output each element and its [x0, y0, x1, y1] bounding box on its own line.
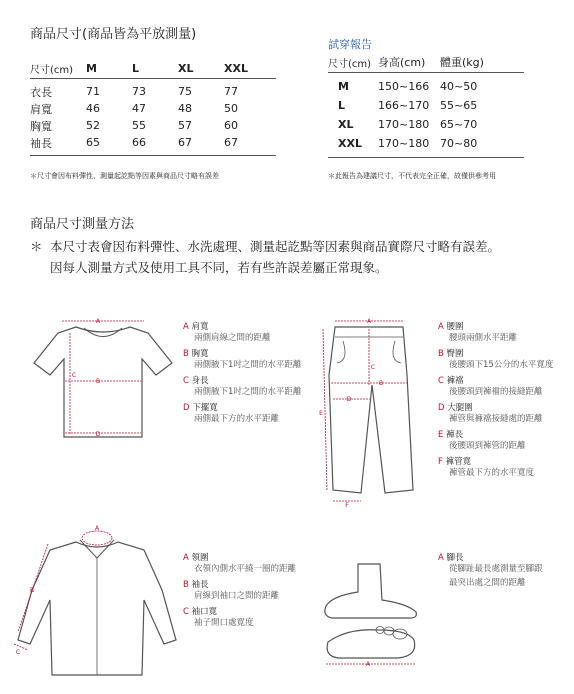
fit-cell: XXL: [328, 134, 378, 158]
size-cell: 75: [178, 85, 192, 98]
diagram-letter: A: [365, 661, 371, 668]
label-name: 肩寬: [191, 322, 209, 332]
size-cell: 48: [178, 102, 192, 115]
fit-col-header: 尺寸(cm): [328, 52, 378, 73]
size-col-header: 尺寸(cm): [30, 58, 86, 79]
size-cell: 67: [224, 134, 276, 156]
measure-line: [82, 531, 112, 545]
foot-top-outline: [327, 630, 415, 658]
label-key: B: [183, 349, 189, 359]
size-cell: 衣長: [30, 85, 52, 99]
label-key: D: [438, 403, 445, 413]
label-desc: 從腳趾最長處測量至腳跟: [449, 563, 543, 574]
diagram-letter: B: [95, 378, 101, 385]
method-title: 商品尺寸測量方法: [30, 217, 135, 232]
fit-cell: 170~180: [378, 118, 430, 131]
label-key: D: [183, 403, 190, 413]
size-cell: 73: [132, 85, 146, 98]
diagram-letter: B: [378, 380, 384, 387]
size-cell: 50: [224, 102, 238, 115]
label-key: E: [438, 430, 444, 440]
label-key: A: [183, 553, 189, 563]
label-key: C: [183, 376, 189, 386]
size-table: [30, 58, 276, 156]
label-name: 領圍: [191, 553, 209, 563]
diagram-letter: A: [366, 318, 372, 325]
fit-cell: 55~65: [440, 99, 478, 112]
fit-cell: 150~166: [378, 80, 430, 93]
size-cell: 52: [86, 119, 100, 132]
fit-cell: L: [338, 99, 346, 112]
fit-cell: M: [338, 80, 349, 93]
fit-col-header: 身高(cm): [378, 52, 440, 73]
fit-cell: 40~50: [440, 80, 478, 93]
label-name: 胸寬: [191, 349, 209, 359]
fit-cell: 170~180: [378, 134, 440, 158]
size-cell: 袖長: [30, 134, 86, 156]
fit-cell: 166~170: [378, 99, 430, 112]
diagram-letter: E: [319, 410, 323, 417]
label-name: 下擺寬: [192, 403, 218, 413]
size-cell: 57: [178, 119, 192, 132]
label-desc: 腰頭兩側水平距離: [449, 332, 518, 343]
pants-labels: [438, 322, 553, 484]
label-desc: 兩側腋下1吋之間的水平距離: [194, 386, 302, 397]
fit-note: ＊此報告為建議尺寸，不代表完全正確，故僅供參考用: [328, 172, 496, 180]
pants-diagram: [315, 315, 425, 510]
label-name: 袖口寬: [191, 607, 218, 617]
diagram-letter: D: [346, 396, 352, 403]
measure-line: [323, 329, 327, 491]
fit-col-header: 體重(kg): [440, 52, 524, 73]
label-name: 大腿圍: [447, 403, 473, 413]
diagram-letter: A: [95, 318, 101, 325]
label-desc: 袖子開口處寬度: [194, 617, 254, 628]
label-key: C: [183, 607, 189, 617]
foot-diagram: [318, 560, 428, 680]
label-desc: 最突出處之間的距離: [449, 578, 526, 588]
size-cell: 胸寬: [30, 119, 52, 133]
size-cell: 60: [224, 119, 238, 132]
size-cell: 46: [86, 102, 100, 115]
label-name: 袖長: [191, 580, 209, 590]
label-name: 褲襠: [446, 376, 464, 386]
size-title: 商品尺寸(商品皆為平放測量): [30, 27, 197, 42]
size-cell: 66: [132, 134, 178, 156]
label-desc: 衣領內側水平繞一圈的距離: [194, 563, 297, 574]
size-col-header: XL: [178, 58, 224, 79]
label-desc: 兩側肩線之間的距離: [194, 332, 271, 343]
label-name: 臀圍: [446, 349, 464, 359]
label-key: A: [438, 322, 444, 332]
label-key: A: [183, 322, 189, 332]
label-desc: 後腰頭到褲管的距離: [449, 440, 526, 451]
size-cell: 65: [86, 134, 132, 156]
diagram-letter: C: [71, 372, 77, 379]
diagram-letter: C: [15, 649, 21, 656]
label-name: 褲管寬: [445, 457, 472, 467]
shirt-labels: [183, 553, 296, 634]
size-cell: 77: [224, 85, 238, 98]
diagram-letter: C: [370, 364, 376, 371]
method-line2: 因每人測量方式及使用工具不同，若有些許誤差屬正常現象。: [50, 260, 388, 275]
size-cell: 47: [132, 102, 146, 115]
method-star: ＊: [30, 239, 43, 254]
method-line1: 本尺寸表會因布料彈性、水洗處理、測量起訖點等因素與商品實際尺寸略有誤差。: [50, 239, 501, 254]
label-key: F: [438, 457, 443, 467]
fit-title: 試穿報告: [328, 38, 372, 51]
diagram-letter: A: [94, 525, 100, 532]
label-desc: 後腰頭到褲襠的接縫距離: [449, 386, 543, 397]
shirt-collar: [80, 540, 114, 558]
label-desc: 肩線到袖口之間的距離: [194, 590, 280, 601]
diagram-letter: B: [29, 587, 35, 594]
fit-cell: XL: [338, 118, 354, 131]
label-desc: 後腰頭下15公分的水平寬度: [449, 359, 554, 370]
method-text: [30, 236, 570, 278]
diagram-letter: D: [95, 431, 101, 438]
size-cell: 71: [86, 85, 100, 98]
size-cell: 55: [132, 119, 146, 132]
size-col-header: L: [132, 58, 178, 79]
label-desc: 褲管與褲襠接縫處的距離: [449, 413, 543, 424]
fit-cell: 65~70: [440, 118, 478, 131]
label-key: B: [183, 580, 189, 590]
label-key: A: [438, 553, 444, 563]
label-desc: 褲管最下方的水平寬度: [449, 467, 535, 478]
size-note: ＊尺寸會因布料彈性、測量起訖點等因素與商品尺寸略有誤差: [30, 172, 219, 180]
label-name: 褲長: [446, 430, 464, 440]
foot-side-outline: [325, 564, 417, 618]
label-desc: 兩側最下方的水平距離: [194, 413, 280, 424]
pants-outline: [329, 327, 413, 493]
label-name: 腳長: [446, 553, 464, 563]
size-col-header: XXL: [224, 58, 276, 79]
shirt-diagram: [10, 520, 180, 680]
fit-cell: 70~80: [440, 134, 524, 158]
label-name: 腰圍: [446, 322, 464, 332]
label-desc: 兩側腋下1吋之間的水平距離: [194, 359, 302, 370]
foot-labels: [438, 553, 543, 595]
diagram-letter: F: [345, 502, 349, 509]
fit-table: [328, 52, 524, 158]
size-cell: 肩寬: [30, 102, 52, 116]
label-name: 身長: [191, 376, 209, 386]
size-col-header: M: [86, 58, 132, 79]
tshirt-labels: [183, 322, 301, 430]
label-key: C: [438, 376, 444, 386]
label-key: B: [438, 349, 444, 359]
tshirt-diagram: [28, 315, 178, 445]
tshirt-outline: [34, 327, 172, 437]
size-cell: 67: [178, 134, 224, 156]
